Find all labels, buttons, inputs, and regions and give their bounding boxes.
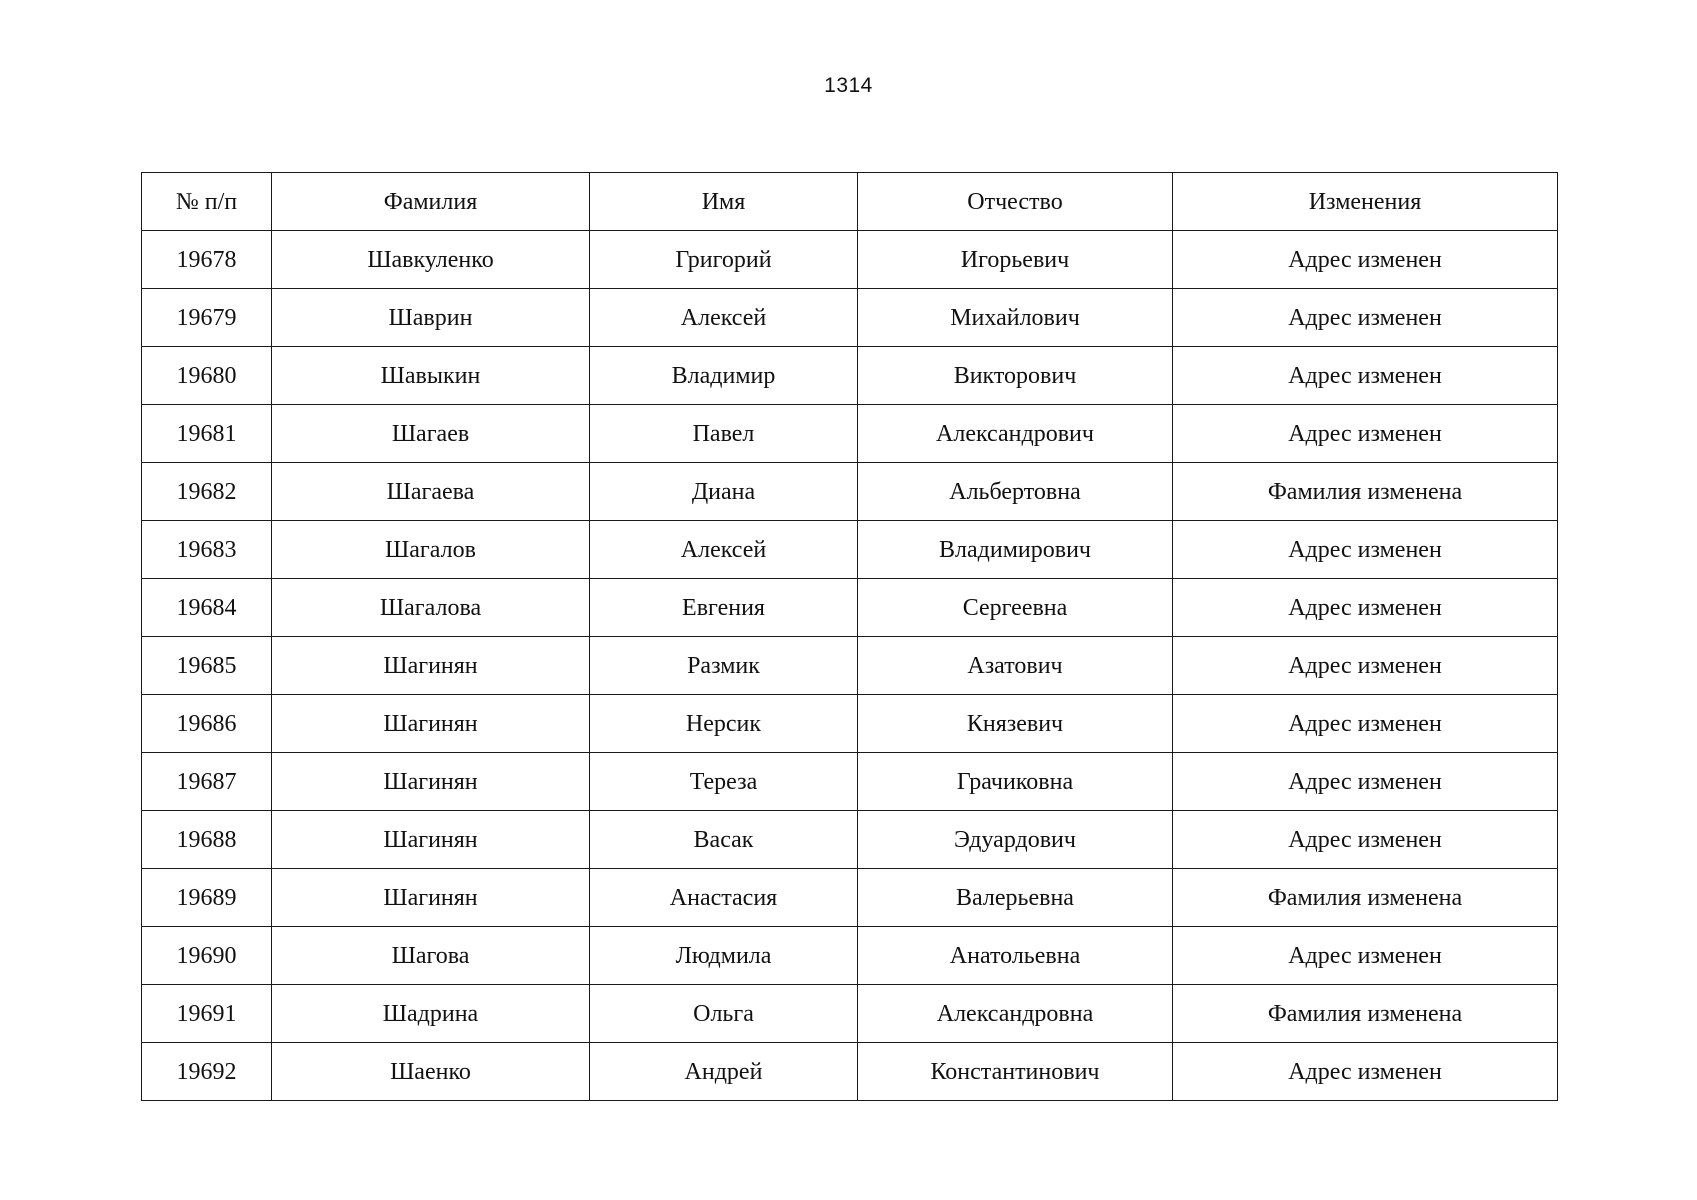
cell-first-name: Васак [590, 811, 858, 869]
cell-changes: Адрес изменен [1173, 289, 1558, 347]
cell-last-name: Шагова [272, 927, 590, 985]
cell-last-name: Шагинян [272, 869, 590, 927]
cell-number: 19692 [142, 1043, 272, 1101]
cell-first-name: Людмила [590, 927, 858, 985]
cell-last-name: Шагинян [272, 637, 590, 695]
cell-patronymic: Александровна [858, 985, 1173, 1043]
cell-changes: Фамилия изменена [1173, 463, 1558, 521]
cell-changes: Адрес изменен [1173, 753, 1558, 811]
cell-last-name: Шавкуленко [272, 231, 590, 289]
cell-changes: Адрес изменен [1173, 405, 1558, 463]
table-row [142, 985, 1558, 1043]
cell-patronymic: Альбертовна [858, 463, 1173, 521]
cell-patronymic: Викторович [858, 347, 1173, 405]
cell-patronymic: Владимирович [858, 521, 1173, 579]
cell-last-name: Шаврин [272, 289, 590, 347]
cell-first-name: Нерсик [590, 695, 858, 753]
cell-number: 19682 [142, 463, 272, 521]
cell-first-name: Размик [590, 637, 858, 695]
table-row [142, 927, 1558, 985]
cell-number: 19685 [142, 637, 272, 695]
cell-last-name: Шагинян [272, 695, 590, 753]
cell-number: 19687 [142, 753, 272, 811]
cell-number: 19686 [142, 695, 272, 753]
cell-patronymic: Эдуардович [858, 811, 1173, 869]
table-row [142, 231, 1558, 289]
cell-number: 19690 [142, 927, 272, 985]
header-first-name: Имя [590, 173, 858, 231]
cell-first-name: Ольга [590, 985, 858, 1043]
cell-number: 19689 [142, 869, 272, 927]
header-changes: Изменения [1173, 173, 1558, 231]
table-header-row [142, 173, 1558, 231]
cell-changes: Адрес изменен [1173, 347, 1558, 405]
cell-patronymic: Сергеевна [858, 579, 1173, 637]
cell-patronymic: Анатольевна [858, 927, 1173, 985]
cell-changes: Фамилия изменена [1173, 985, 1558, 1043]
cell-changes: Адрес изменен [1173, 231, 1558, 289]
cell-last-name: Шагалова [272, 579, 590, 637]
table-row [142, 463, 1558, 521]
cell-patronymic: Валерьевна [858, 869, 1173, 927]
cell-last-name: Шавыкин [272, 347, 590, 405]
table-row [142, 347, 1558, 405]
cell-number: 19678 [142, 231, 272, 289]
cell-last-name: Шадрина [272, 985, 590, 1043]
cell-first-name: Евгения [590, 579, 858, 637]
cell-last-name: Шагаева [272, 463, 590, 521]
cell-patronymic: Князевич [858, 695, 1173, 753]
cell-changes: Адрес изменен [1173, 695, 1558, 753]
cell-changes: Адрес изменен [1173, 811, 1558, 869]
table-row [142, 1043, 1558, 1101]
table-row [142, 405, 1558, 463]
header-patronymic: Отчество [858, 173, 1173, 231]
cell-patronymic: Азатович [858, 637, 1173, 695]
header-last-name: Фамилия [272, 173, 590, 231]
cell-changes: Адрес изменен [1173, 521, 1558, 579]
cell-first-name: Алексей [590, 289, 858, 347]
table-row [142, 869, 1558, 927]
cell-patronymic: Игорьевич [858, 231, 1173, 289]
cell-changes: Фамилия изменена [1173, 869, 1558, 927]
cell-first-name: Павел [590, 405, 858, 463]
cell-patronymic: Михайлович [858, 289, 1173, 347]
cell-changes: Адрес изменен [1173, 637, 1558, 695]
registry-table [141, 172, 1558, 1101]
cell-patronymic: Константинович [858, 1043, 1173, 1101]
table-row [142, 753, 1558, 811]
cell-last-name: Шагинян [272, 811, 590, 869]
table-row [142, 289, 1558, 347]
cell-number: 19679 [142, 289, 272, 347]
cell-first-name: Андрей [590, 1043, 858, 1101]
cell-number: 19683 [142, 521, 272, 579]
table-row [142, 637, 1558, 695]
cell-changes: Адрес изменен [1173, 1043, 1558, 1101]
cell-last-name: Шагалов [272, 521, 590, 579]
cell-patronymic: Александрович [858, 405, 1173, 463]
cell-number: 19691 [142, 985, 272, 1043]
table-row [142, 579, 1558, 637]
cell-number: 19681 [142, 405, 272, 463]
cell-first-name: Григорий [590, 231, 858, 289]
cell-changes: Адрес изменен [1173, 579, 1558, 637]
cell-first-name: Алексей [590, 521, 858, 579]
cell-number: 19688 [142, 811, 272, 869]
table-row [142, 695, 1558, 753]
cell-patronymic: Грачиковна [858, 753, 1173, 811]
cell-last-name: Шагаев [272, 405, 590, 463]
header-number: № п/п [142, 173, 272, 231]
cell-last-name: Шагинян [272, 753, 590, 811]
cell-first-name: Диана [590, 463, 858, 521]
cell-last-name: Шаенко [272, 1043, 590, 1101]
cell-number: 19680 [142, 347, 272, 405]
cell-changes: Адрес изменен [1173, 927, 1558, 985]
cell-number: 19684 [142, 579, 272, 637]
cell-first-name: Анастасия [590, 869, 858, 927]
page-number: 1314 [824, 74, 873, 97]
cell-first-name: Владимир [590, 347, 858, 405]
table-row [142, 521, 1558, 579]
cell-first-name: Тереза [590, 753, 858, 811]
table-row [142, 811, 1558, 869]
